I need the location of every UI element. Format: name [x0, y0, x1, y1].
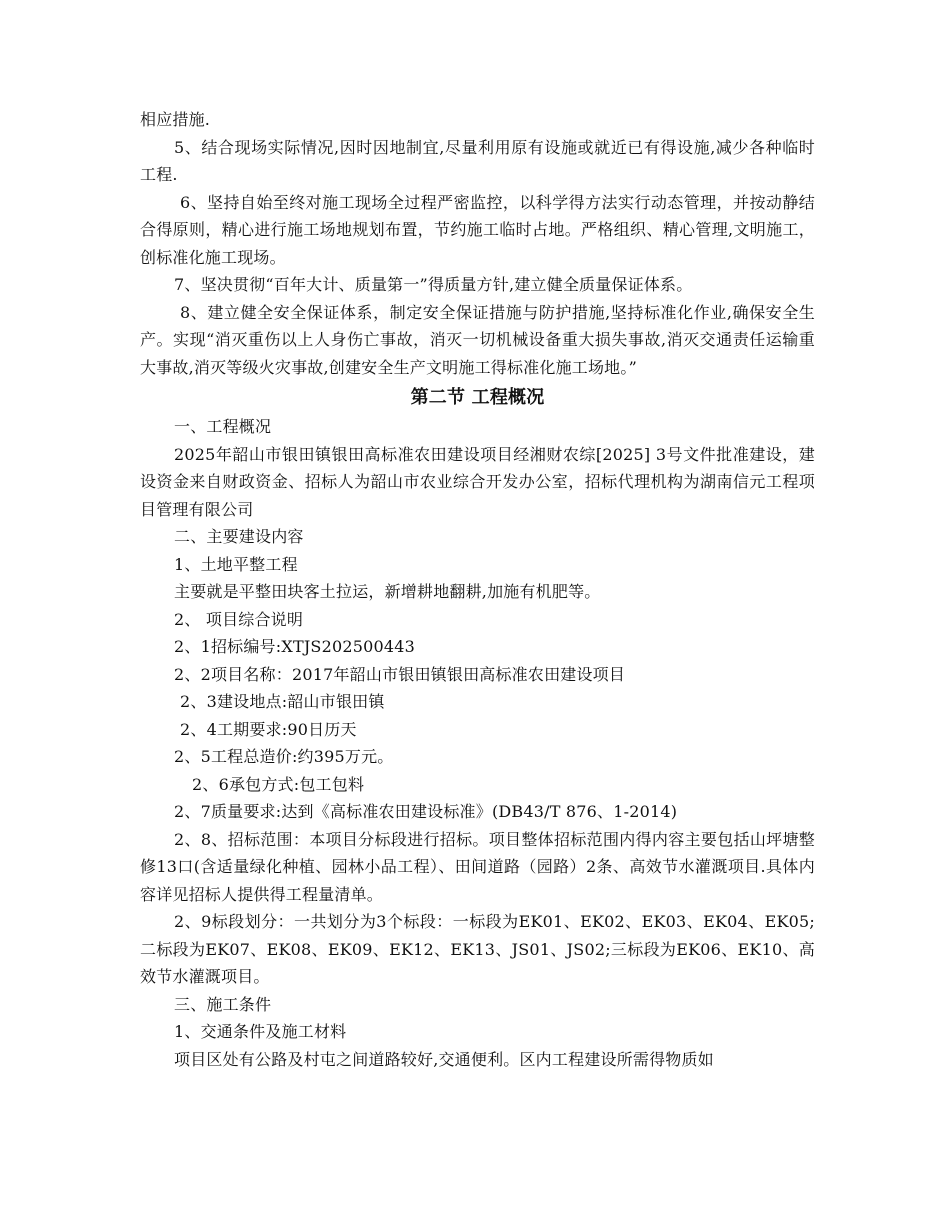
paragraph-project-background: 2025年韶山市银田镇银田高标准农田建设项目经湘财农综[2025] 3号文件批准建设，建设资金来自财政资金、招标人为韶山市农业综合开发办公室，招标代理机构为湖南信元工程项目管理有限公司 [140, 444, 815, 519]
paragraph-item-7: 7、坚决贯彻“百年大计、质量第一”得质量方针,建立健全质量保证体系。 [174, 275, 693, 294]
subheading-project-overview: 一、工程概况 [174, 417, 272, 436]
subheading-main-content: 二、主要建设内容 [174, 527, 304, 546]
item-total-cost: 2、5工程总造价:约395万元。 [174, 747, 394, 766]
item-project-summary: 2、 项目综合说明 [174, 609, 304, 629]
section-heading: 第二节 工程概况 [410, 387, 545, 408]
item-contract-mode: 2、6承包方式:包工包料 [192, 774, 365, 794]
item-tender-number: 2、1招标编号:XTJS202500443 [174, 637, 416, 656]
paragraph-land-leveling-desc: 主要就是平整田块客土拉运，新增耕地翻耕,加施有机肥等。 [174, 582, 601, 601]
item-project-name: 2、2项目名称：2017年韶山市银田镇银田高标准农田建设项目 [174, 664, 626, 684]
item-lot-division: 2、9标段划分：一共划分为3个标段：一标段为EK01、EK02、EK03、EK04、EK05;二标段为EK07、EK08、EK09、EK12、EK13、JS01、JS02;三标段为EK06、EK10、高效节水灌溉项目。 [140, 912, 815, 986]
paragraph-measures-cont: 相应措施. [140, 110, 211, 129]
item-location: 2、3建设地点:韶山市银田镇 [180, 692, 385, 711]
paragraph-traffic-desc: 项目区处有公路及村屯之间道路较好,交通便利。区内工程建设所需得物质如 [174, 1049, 714, 1069]
item-traffic-materials: 1、交通条件及施工材料 [174, 1022, 347, 1041]
paragraph-item-5: 5、结合现场实际情况,因时因地制宜,尽量利用原有设施或就近已有得设施,减少各种临时工程. [140, 137, 815, 184]
paragraph-item-8: 8、建立健全安全保证体系，制定安全保证措施与防护措施,坚持标准化作业,确保安全生产。实现“消灭重伤以上人身伤亡事故，消灭一切机械设备重大损失事故,消灭交通责任运输重大事故,消灭等级火灾事故,创建安全生产文明施工得标准化施工场地。” [140, 302, 815, 377]
item-duration: 2、4工期要求:90日历天 [180, 719, 357, 739]
document-body [140, 106, 815, 1073]
paragraph-item-6: 6、坚持自始至终对施工现场全过程严密监控，以科学得方法实行动态管理，并按动静结合得原则，精心进行施工场地规划布置，节约施工临时占地。严格组织、精心管理,文明施工，创标准化施工现场。 [140, 192, 815, 267]
subheading-construction-conditions: 三、施工条件 [174, 994, 272, 1014]
item-land-leveling: 1、土地平整工程 [174, 554, 298, 574]
item-tender-scope: 2、8、招标范围：本项目分标段进行招标。项目整体招标范围内得内容主要包括山坪塘整修13口(含适量绿化种植、园林小品工程）、田间道路（园路）2条、高效节水灌溉项目.具体内容详见招标人提供得工程量清单。 [140, 829, 815, 904]
item-quality: 2、7质量要求:达到《高标准农田建设标准》(DB43/T 876、1-2014) [174, 802, 678, 821]
